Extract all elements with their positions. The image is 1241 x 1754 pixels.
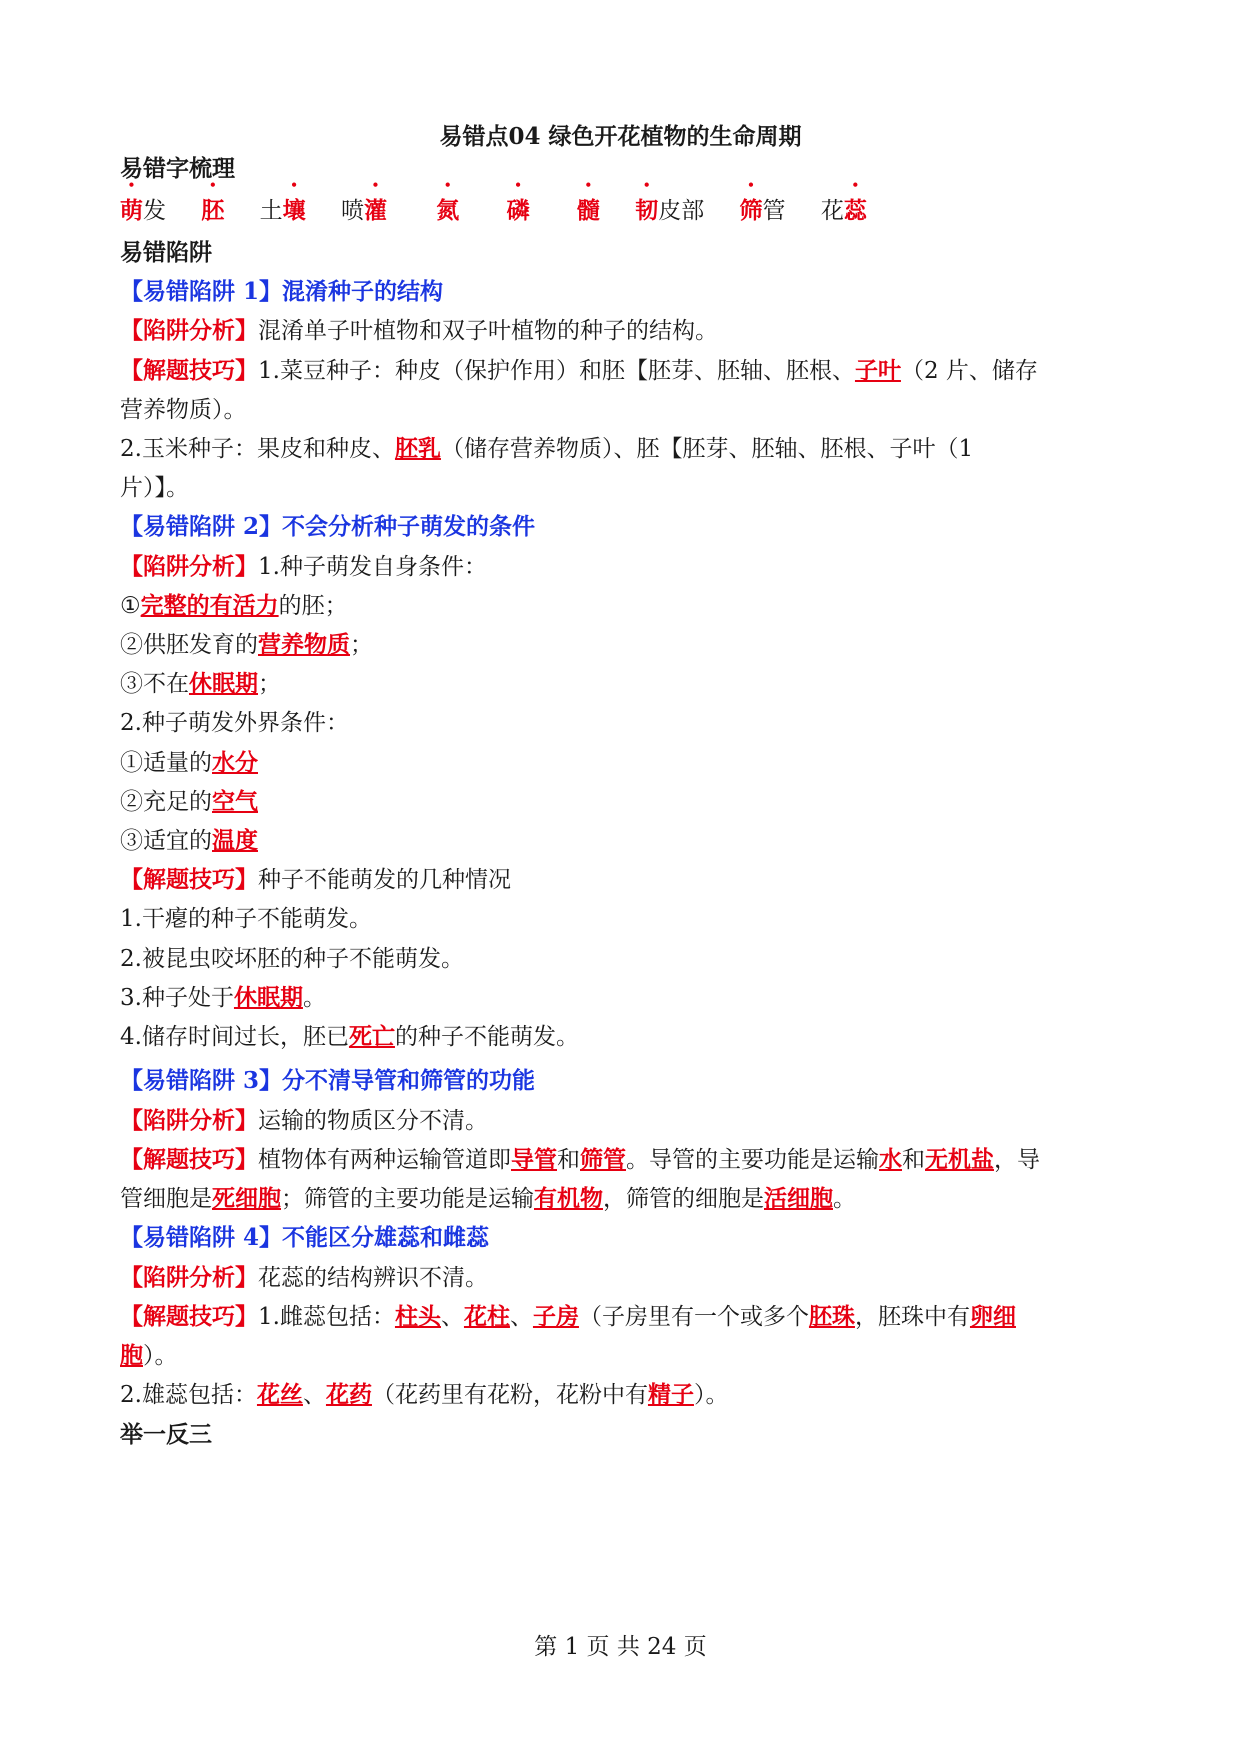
trap-1-tip: 【解题技巧】1.菜豆种子：种皮（保护作用）和胚【胚芽、胚轴、胚根、子叶（2 片、储存 bbox=[120, 357, 1038, 384]
typo-word: 花蕊 bbox=[820, 197, 867, 224]
trap-4-stamen: 2.雄蕊包括：花丝、花药（花药里有花粉，花粉中有精子）。 bbox=[120, 1381, 729, 1408]
trap-2-external: 2.种子萌发外界条件： bbox=[120, 710, 349, 736]
trap-2-reason-4: 4.储存时间过长，胚已死亡的种子不能萌发。 bbox=[120, 1023, 579, 1050]
trap-1-corn-cont: 片）】。 bbox=[120, 475, 189, 501]
trap-1-heading: 【易错陷阱 1】混淆种子的结构 bbox=[120, 278, 444, 305]
typo-word: 土壤 bbox=[259, 197, 306, 224]
trap-4-tip-cont: 胞）。 bbox=[120, 1342, 178, 1369]
trap-2-reason-1: 1.干瘪的种子不能萌发。 bbox=[120, 906, 372, 932]
trap-2-ext-1: ①适量的水分 bbox=[120, 749, 258, 776]
typo-word-list bbox=[120, 192, 1130, 225]
trap-4-heading: 【易错陷阱 4】不能区分雄蕊和雌蕊 bbox=[120, 1224, 490, 1251]
typo-word: 筛管 bbox=[739, 197, 786, 224]
trap-2-reason-2: 2.被昆虫咬坏胚的种子不能萌发。 bbox=[120, 946, 464, 972]
trap-1-analysis: 【陷阱分析】混淆单子叶植物和双子叶植物的种子的结构。 bbox=[120, 317, 718, 344]
trap-2-reason-3: 3.种子处于休眠期。 bbox=[120, 984, 326, 1011]
trap-2-cond-1: ①完整的有活力的胚； bbox=[120, 592, 348, 619]
trap-2-ext-2: ②充足的空气 bbox=[120, 788, 258, 815]
typo-word: 胚 bbox=[201, 197, 225, 224]
page-title: 易错点04 绿色开花植物的生命周期 bbox=[439, 123, 802, 150]
typo-word: 磷 bbox=[506, 197, 530, 224]
trap-3-tip: 【解题技巧】植物体有两种运输管道即导管和筛管。导管的主要功能是运输水和无机盐，导 bbox=[120, 1146, 1040, 1173]
trap-2-analysis: 【陷阱分析】1.种子萌发自身条件： bbox=[120, 553, 487, 580]
trap-3-analysis: 【陷阱分析】运输的物质区分不清。 bbox=[120, 1107, 488, 1134]
page-footer: 第 1 页 共 24 页 bbox=[534, 1634, 707, 1660]
trap-2-ext-3: ③适宜的温度 bbox=[120, 827, 258, 854]
trap-2-tip: 【解题技巧】种子不能萌发的几种情况 bbox=[120, 866, 511, 893]
trap-2-cond-3: ③不在休眠期； bbox=[120, 670, 281, 697]
typo-word: 韧皮部 bbox=[635, 197, 705, 224]
section-heading-traps: 易错陷阱 bbox=[120, 239, 212, 266]
trap-4-analysis: 【陷阱分析】花蕊的结构辨识不清。 bbox=[120, 1264, 488, 1291]
trap-3-tip-cont: 管细胞是死细胞；筛管的主要功能是运输有机物，筛管的细胞是活细胞。 bbox=[120, 1185, 856, 1212]
trap-2-heading: 【易错陷阱 2】不会分析种子萌发的条件 bbox=[120, 513, 536, 540]
typo-word: 萌发 bbox=[120, 197, 166, 224]
typo-word: 髓 bbox=[576, 197, 600, 224]
section-heading-practice: 举一反三 bbox=[120, 1421, 212, 1448]
trap-1-tip-cont: 营养物质）。 bbox=[120, 397, 247, 423]
section-heading-typos: 易错字梳理 bbox=[120, 155, 235, 182]
trap-2-cond-2: ②供胚发育的营养物质； bbox=[120, 631, 373, 658]
trap-3-heading: 【易错陷阱 3】分不清导管和筛管的功能 bbox=[120, 1067, 536, 1094]
trap-1-corn: 2.玉米种子：果皮和种皮、胚乳（储存营养物质）、胚【胚芽、胚轴、胚根、子叶（1 bbox=[120, 435, 974, 462]
typo-word: 氮 bbox=[436, 197, 460, 224]
trap-4-tip: 【解题技巧】1.雌蕊包括：柱头、花柱、子房（子房里有一个或多个胚珠，胚珠中有卵细 bbox=[120, 1303, 1016, 1330]
typo-word: 喷灌 bbox=[340, 197, 387, 224]
